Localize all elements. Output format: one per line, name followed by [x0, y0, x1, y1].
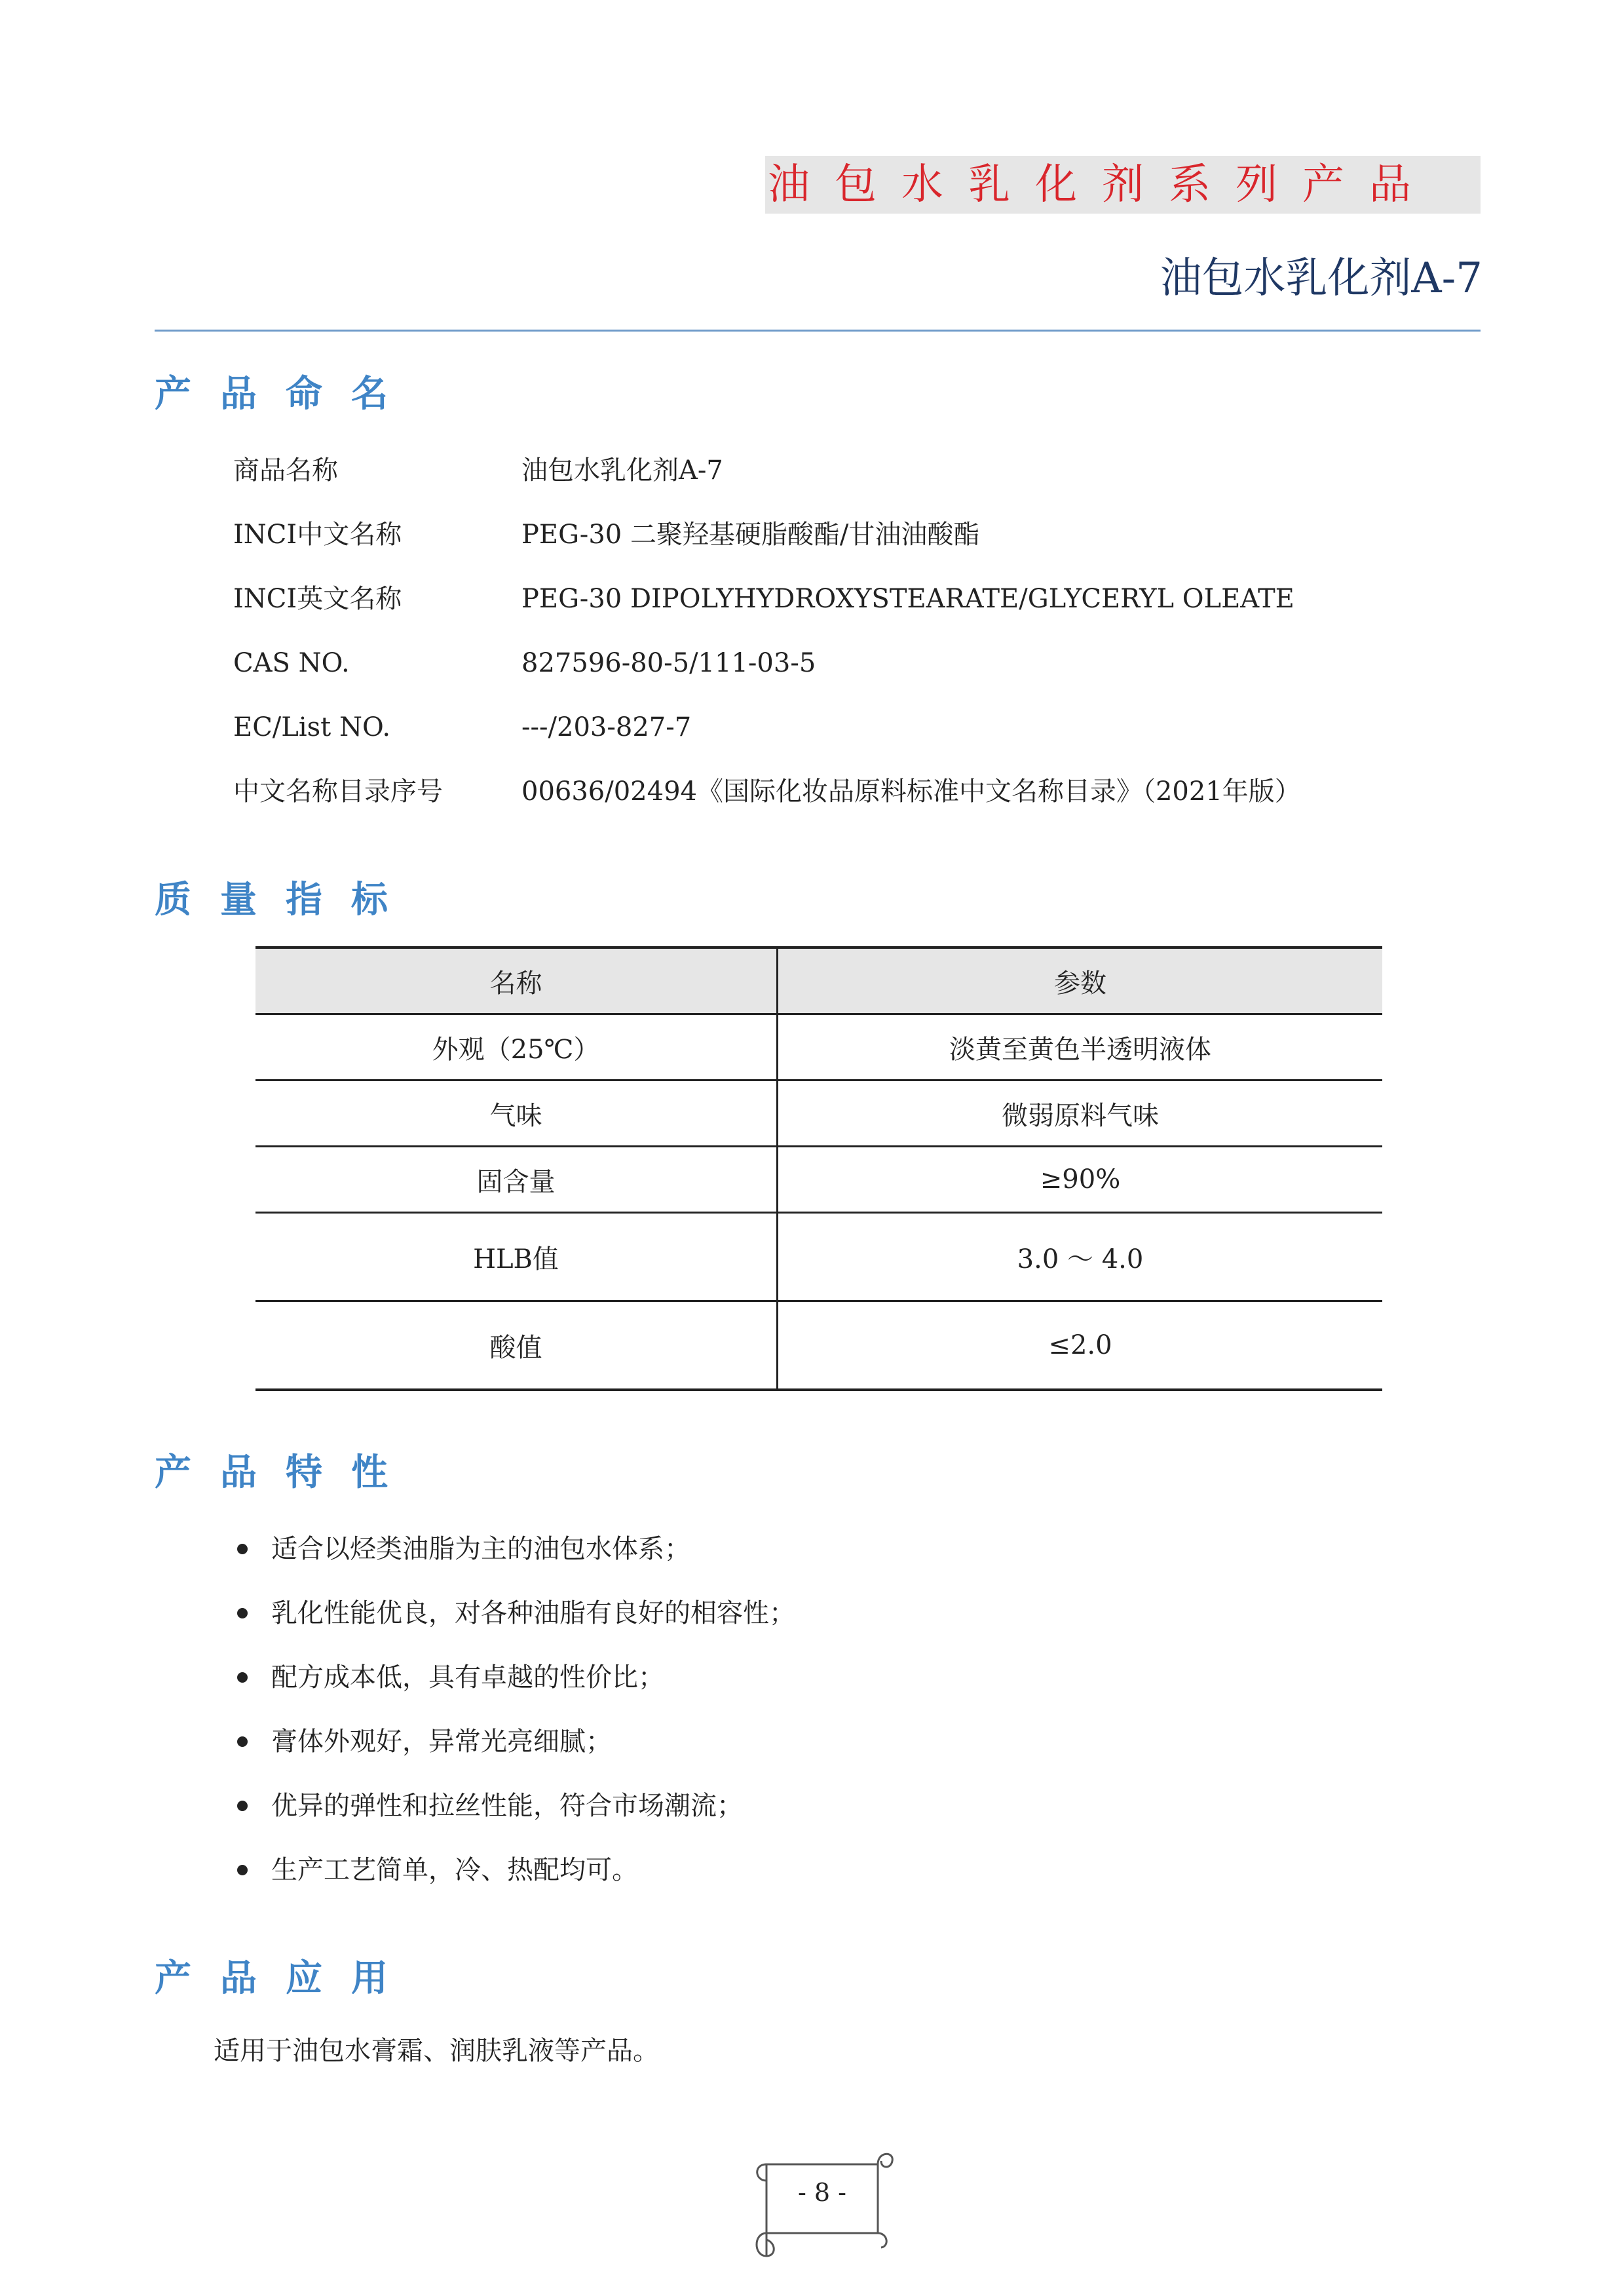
info-value-cas: 827596-80-5/111-03-5 — [521, 648, 816, 678]
list-item — [237, 1595, 795, 1632]
bullet-icon — [237, 1608, 248, 1618]
application-heading: 产品应用 — [155, 1957, 417, 2000]
list-item — [237, 1723, 612, 1760]
bullet-icon — [237, 1865, 248, 1875]
info-label-trade-name: 商品名称 — [233, 455, 338, 486]
info-value-trade-name: 油包水乳化剂A-7 — [521, 455, 723, 486]
bullet-icon — [237, 1544, 248, 1554]
naming-heading: 产品命名 — [155, 372, 417, 415]
table-header-row — [255, 947, 1382, 1014]
info-label-inci-cn: INCI中文名称 — [233, 520, 402, 550]
table-row — [255, 1213, 1382, 1301]
features-heading: 产品特性 — [155, 1451, 417, 1494]
feature-text: 生产工艺简单，冷、热配均可。 — [271, 1855, 638, 1885]
list-item — [237, 1852, 638, 1888]
info-value-inci-en: PEG-30 DIPOLYHYDROXYSTEARATE/GLYCERYL OLEATE — [521, 584, 1294, 614]
info-label-ec: EC/List NO. — [233, 712, 391, 742]
info-label-cas: CAS NO. — [233, 648, 350, 678]
column-header-name: 名称 — [255, 947, 778, 1014]
feature-text: 配方成本低，具有卓越的性价比； — [271, 1662, 664, 1693]
info-label-inci-en: INCI英文名称 — [233, 584, 402, 614]
list-item — [237, 1531, 690, 1567]
header-divider — [155, 330, 1481, 332]
table-cell-value: 淡黄至黄色半透明液体 — [778, 1014, 1383, 1081]
table-cell-name: 外观（25℃） — [255, 1014, 778, 1081]
list-item — [237, 1659, 664, 1696]
column-header-parameter: 参数 — [778, 947, 1383, 1014]
feature-text: 乳化性能优良，对各种油脂有良好的相容性； — [271, 1598, 795, 1628]
feature-text: 膏体外观好，异常光亮细腻； — [271, 1727, 612, 1757]
table-row — [255, 1301, 1382, 1390]
info-value-inci-cn: PEG-30 二聚羟基硬脂酸酯/甘油油酸酯 — [521, 520, 980, 550]
table-cell-name: 酸值 — [255, 1301, 778, 1390]
table-cell-value: 3.0 ～ 4.0 — [778, 1213, 1383, 1301]
table-row — [255, 1014, 1382, 1081]
product-title: 油包水乳化剂A-7 — [1160, 254, 1482, 303]
quality-table — [255, 946, 1382, 1391]
bullet-icon — [237, 1672, 248, 1683]
series-title: 油包水乳化剂系列产品 — [768, 161, 1436, 209]
list-item — [237, 1788, 743, 1824]
info-value-catalog-no: 00636/02494《国际化妆品原料标准中文名称目录》（2021年版） — [521, 776, 1301, 807]
quality-heading: 质量指标 — [155, 878, 417, 921]
page-number: - 8 - — [797, 2178, 846, 2207]
info-value-ec: ---/203-827-7 — [521, 712, 692, 742]
feature-text: 适合以烃类油脂为主的油包水体系； — [271, 1534, 690, 1564]
bullet-icon — [237, 1801, 248, 1811]
table-row — [255, 1081, 1382, 1147]
feature-text: 优异的弹性和拉丝性能，符合市场潮流； — [271, 1791, 743, 1821]
table-cell-value: ≤2.0 — [778, 1301, 1383, 1390]
table-cell-value: ≥90% — [778, 1147, 1383, 1213]
application-text: 适用于油包水膏霜、润肤乳液等产品。 — [214, 2036, 659, 2066]
table-row — [255, 1147, 1382, 1213]
bullet-icon — [237, 1736, 248, 1747]
table-cell-name: HLB值 — [255, 1213, 778, 1301]
table-cell-name: 气味 — [255, 1081, 778, 1147]
table-cell-value: 微弱原料气味 — [778, 1081, 1383, 1147]
info-label-catalog-no: 中文名称目录序号 — [233, 776, 443, 807]
table-cell-name: 固含量 — [255, 1147, 778, 1213]
